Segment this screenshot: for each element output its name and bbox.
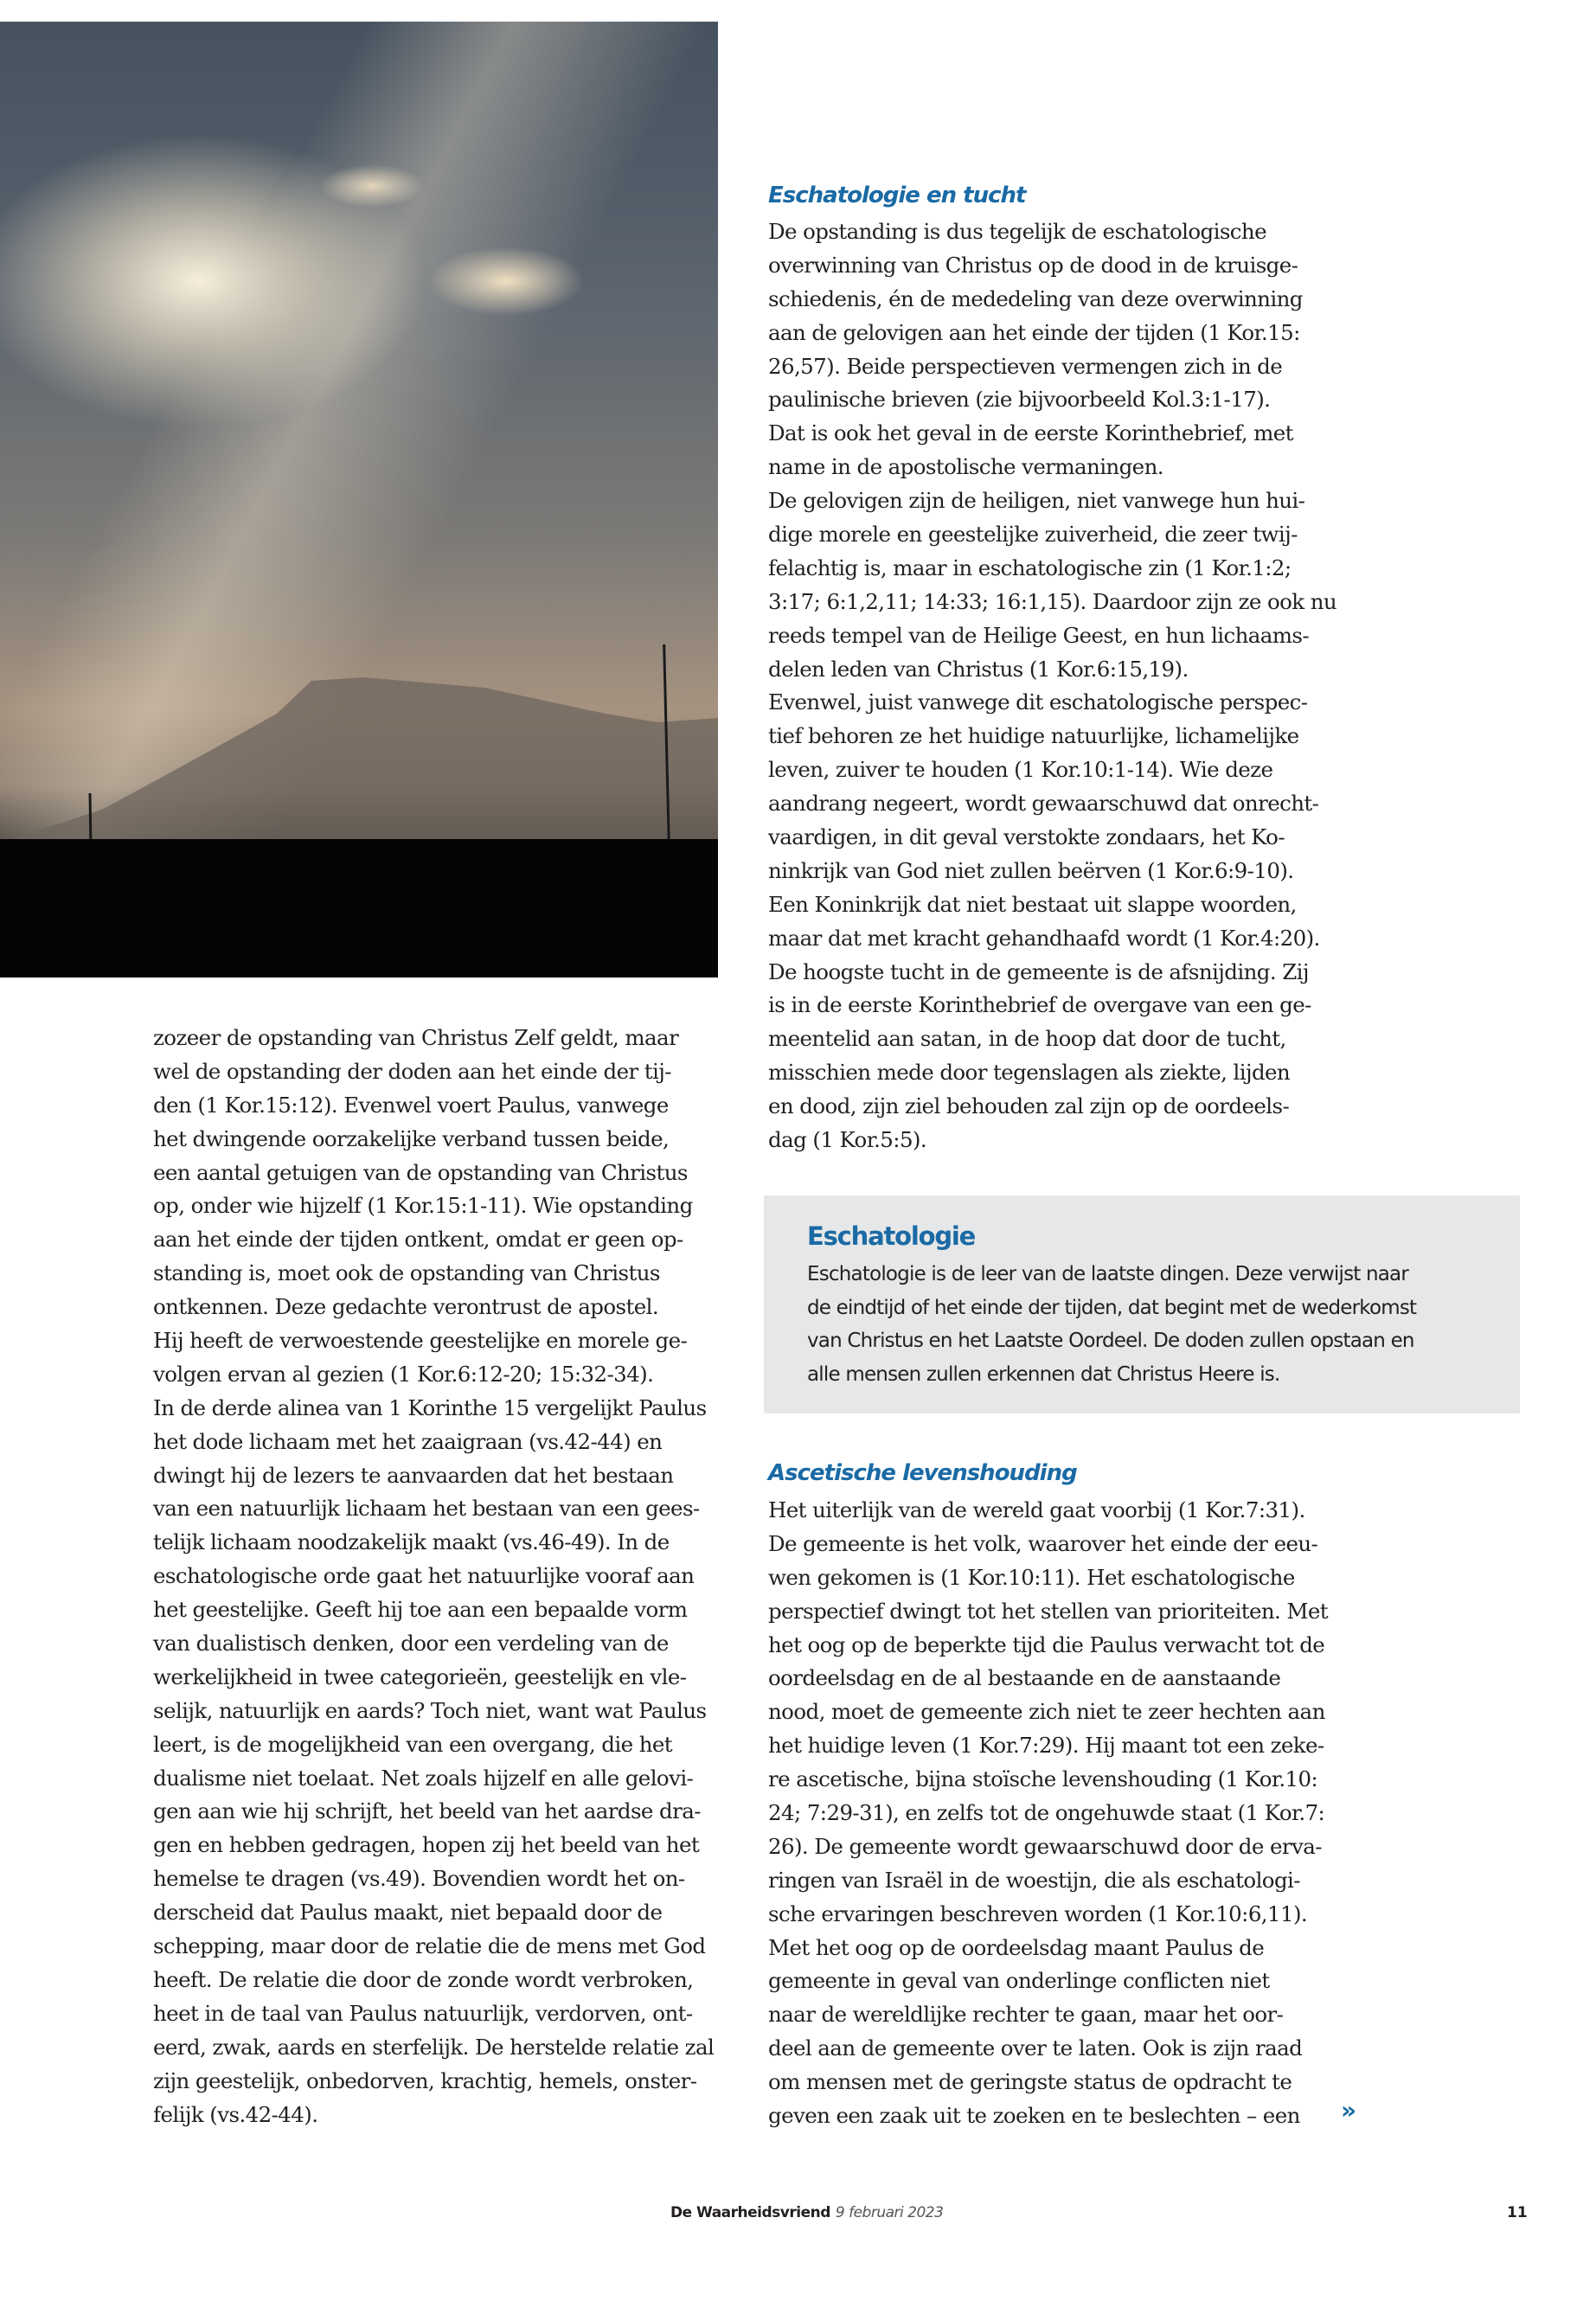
text-line: alle mensen zullen erkennen dat Christus Heere is. xyxy=(807,1362,1280,1386)
text-line: heet in de taal van Paulus natuurlijk, verdorven, ont- xyxy=(153,2000,693,2026)
text-line: dualisme niet toelaat. Net zoals hijzelf en alle gelovi- xyxy=(153,1765,694,1791)
text-line: ringen van Israël in de woestijn, die als eschatologi- xyxy=(768,1867,1300,1893)
text-line: felachtig is, maar in eschatologische zin (1 Kor.1:2; xyxy=(768,554,1292,580)
text-line: deel aan de gemeente over te laten. Ook is zijn raad xyxy=(768,2035,1303,2061)
text-line: om mensen met de geringste status de opdracht te xyxy=(768,2069,1292,2095)
section-ascetisch-text xyxy=(768,1494,1348,2133)
text-line: 26). De gemeente wordt gewaarschuwd door de erva- xyxy=(768,1833,1322,1859)
text-line: name in de apostolische vermaningen. xyxy=(768,454,1163,480)
text-line: overwinning van Christus op de dood in de kruisge- xyxy=(768,252,1298,278)
text-line: dag (1 Kor.5:5). xyxy=(768,1127,927,1153)
text-line: De opstanding is dus tegelijk de eschatologische xyxy=(768,219,1267,244)
text-line: derscheid dat Paulus maakt, niet bepaald door de xyxy=(153,1900,663,1926)
text-line: ninkrijk van God niet zullen beërven (1 Kor.6:9-10). xyxy=(768,857,1294,883)
text-line: gemeente in geval van onderlinge conflicten niet xyxy=(768,1968,1270,1994)
ground-silhouette xyxy=(0,839,718,977)
text-line: schiedenis, én de mededeling van deze overwinning xyxy=(768,285,1303,311)
text-line: 24; 7:29-31), en zelfs tot de ongehuwde staat (1 Kor.7: xyxy=(768,1800,1325,1826)
text-line: op, onder wie hijzelf (1 Kor.15:1-11). Wie opstanding xyxy=(153,1193,693,1219)
text-line: volgen ervan al gezien (1 Kor.6:12-20; 15:32-34). xyxy=(153,1361,654,1387)
text-line: 26,57). Beide perspectieven vermengen zich in de xyxy=(768,353,1283,379)
text-line: geven een zaak uit te zoeken en te beslechten – een xyxy=(768,2103,1300,2129)
text-line: een aantal getuigen van de opstanding van Christus xyxy=(153,1159,688,1185)
text-line: Een Koninkrijk dat niet bestaat uit slappe woorden, xyxy=(768,891,1297,917)
text-line: Met het oog op de oordeelsdag maant Paulus de xyxy=(768,1934,1265,1960)
text-line: aan de gelovigen aan het einde der tijden (1 Kor.15: xyxy=(768,319,1300,345)
text-line: nood, moet de gemeente zich niet te zeer hechten aan xyxy=(768,1699,1325,1725)
text-line: van een natuurlijk lichaam het bestaan van een gees- xyxy=(153,1496,700,1522)
text-line: standing is, moet ook de opstanding van Christus xyxy=(153,1260,660,1286)
text-line: is in de eerste Korinthebrief de overgave van een ge- xyxy=(768,992,1311,1018)
subheading-eschatologie-en-tucht: Eschatologie en tucht xyxy=(768,183,1026,208)
issue-date: 9 februari 2023 xyxy=(835,2204,944,2221)
text-line: In de derde alinea van 1 Korinthe 15 vergelijkt Paulus xyxy=(153,1394,707,1420)
text-line: wel de opstanding der doden aan het einde der tij- xyxy=(153,1058,671,1084)
text-line: maar dat met kracht gehandhaafd wordt (1 Kor.4:20). xyxy=(768,925,1320,951)
text-line: tief behoren ze het huidige natuurlijke, lichamelijke xyxy=(768,723,1299,749)
publication-name: De Waarheidsvriend xyxy=(670,2204,830,2221)
text-line: van Christus en het Laatste Oordeel. De doden zullen opstaan en xyxy=(807,1330,1414,1352)
text-line: wen gekomen is (1 Kor.10:11). Het eschatologische xyxy=(768,1564,1295,1590)
text-line: misschien mede door tegenslagen als ziekte, lijden xyxy=(768,1060,1291,1086)
text-line: werkelijkheid in twee categorieën, geestelijk en vle- xyxy=(153,1663,687,1689)
text-line: het dwingende oorzakelijke verband tussen beide, xyxy=(153,1125,670,1151)
text-line: het oog op de beperkte tijd die Paulus verwacht tot de xyxy=(768,1631,1325,1657)
text-line: vaardigen, in dit geval verstokte zondaars, het Ko- xyxy=(768,824,1285,850)
text-line: De gelovigen zijn de heiligen, niet vanwege hun hui- xyxy=(768,488,1305,514)
text-line: heeft. De relatie die door de zonde wordt verbroken, xyxy=(153,1966,694,1992)
text-line: het geestelijke. Geeft hij toe aan een bepaalde vorm xyxy=(153,1597,688,1623)
text-line: ontkennen. Deze gedachte verontrust de apostel. xyxy=(153,1294,659,1320)
info-box-eschatologie xyxy=(764,1195,1520,1413)
text-line: De hoogste tucht in de gemeente is de afsnijding. Zij xyxy=(768,958,1309,984)
text-line: gen en hebben gedragen, hopen zij het beeld van het xyxy=(153,1832,700,1858)
text-line: meentelid aan satan, in de hoop dat door de tucht, xyxy=(768,1026,1286,1052)
text-line: felijk (vs.42-44). xyxy=(153,2101,318,2127)
text-line: De gemeente is het volk, waarover het einde der eeu- xyxy=(768,1530,1318,1556)
text-line: naar de wereldlijke rechter te gaan, maar het oor- xyxy=(768,2002,1284,2028)
text-line: schepping, maar door de relatie die de mens met God xyxy=(153,1933,706,1959)
text-line: het dode lichaam met het zaaigraan (vs.42-44) en xyxy=(153,1428,663,1454)
page-footer xyxy=(670,2204,943,2221)
text-line: hemelse te dragen (vs.49). Bovendien wordt het on- xyxy=(153,1866,685,1892)
text-line: aan het einde der tijden ontkent, omdat er geen op- xyxy=(153,1227,683,1253)
info-box-body xyxy=(807,1258,1416,1391)
text-line: gen aan wie hij schrijft, het beeld van het aardse dra- xyxy=(153,1798,701,1824)
text-line: delen leden van Christus (1 Kor.6:15,19). xyxy=(768,656,1189,682)
text-line: paulinische brieven (zie bijvoorbeeld Kol.3:1-17). xyxy=(768,387,1271,413)
info-box-title: Eschatologie xyxy=(807,1221,976,1251)
text-line: leven, zuiver te houden (1 Kor.10:1-14). Wie deze xyxy=(768,757,1273,783)
text-line: leert, is de mogelijkheid van een overgang, die het xyxy=(153,1731,673,1757)
text-line: en dood, zijn ziel behouden zal zijn op de oordeels- xyxy=(768,1093,1290,1119)
text-line: perspectief dwingt tot het stellen van prioriteiten. Met xyxy=(768,1598,1329,1624)
header-photo xyxy=(0,22,718,977)
text-line: de eindtijd of het einde der tijden, dat begint met de wederkomst xyxy=(807,1296,1417,1319)
text-line: zijn geestelijk, onbedorven, krachtig, hemels, onster- xyxy=(153,2067,697,2093)
text-line: eerd, zwak, aards en sterfelijk. De herstelde relatie zal xyxy=(153,2034,715,2060)
text-line: Eschatologie is de leer van de laatste dingen. Deze verwijst naar xyxy=(807,1263,1409,1285)
text-line: van dualistisch denken, door een verdeling van de xyxy=(153,1631,669,1657)
text-line: Evenwel, juist vanwege dit eschatologische perspec- xyxy=(768,689,1308,715)
page-number: 11 xyxy=(1507,2204,1528,2221)
text-line: selijk, natuurlijk en aards? Toch niet, want wat Paulus xyxy=(153,1697,707,1723)
text-line: oordeelsdag en de al bestaande en de aanstaande xyxy=(768,1665,1281,1691)
text-line: eschatologische orde gaat het natuurlijke vooraf aan xyxy=(153,1563,695,1589)
text-line: 3:17; 6:1,2,11; 14:33; 16:1,15). Daardoor zijn ze ook nu xyxy=(768,588,1337,614)
left-column-text xyxy=(153,1022,724,2131)
text-line: sche ervaringen beschreven worden (1 Kor.10:6,11). xyxy=(768,1900,1308,1926)
text-line: telijk lichaam noodzakelijk maakt (vs.46-49). In de xyxy=(153,1529,670,1555)
text-line: aandrang negeert, wordt gewaarschuwd dat onrecht- xyxy=(768,791,1319,817)
subheading-ascetische-levenshouding: Ascetische levenshouding xyxy=(768,1460,1077,1486)
text-line: dwingt hij de lezers te aanvaarden dat het bestaan xyxy=(153,1462,674,1488)
text-line: Dat is ook het geval in de eerste Korinthebrief, met xyxy=(768,420,1293,446)
text-line: het huidige leven (1 Kor.7:29). Hij maant tot een zeke- xyxy=(768,1733,1324,1759)
section-tucht-text xyxy=(768,215,1348,1157)
text-line: re ascetische, bijna stoïsche levenshouding (1 Kor.10: xyxy=(768,1766,1318,1792)
continue-arrow-icon: » xyxy=(1341,2096,1357,2125)
text-line: dige morele en geestelijke zuiverheid, die zeer twij- xyxy=(768,522,1298,548)
text-line: Hij heeft de verwoestende geestelijke en morele ge- xyxy=(153,1328,688,1354)
text-line: reeds tempel van de Heilige Geest, en hun lichaams- xyxy=(768,622,1310,648)
text-line: zozeer de opstanding van Christus Zelf geldt, maar xyxy=(153,1025,679,1050)
text-line: den (1 Kor.15:12). Evenwel voert Paulus, vanwege xyxy=(153,1092,669,1118)
text-line: Het uiterlijk van de wereld gaat voorbij (1 Kor.7:31). xyxy=(768,1497,1305,1522)
